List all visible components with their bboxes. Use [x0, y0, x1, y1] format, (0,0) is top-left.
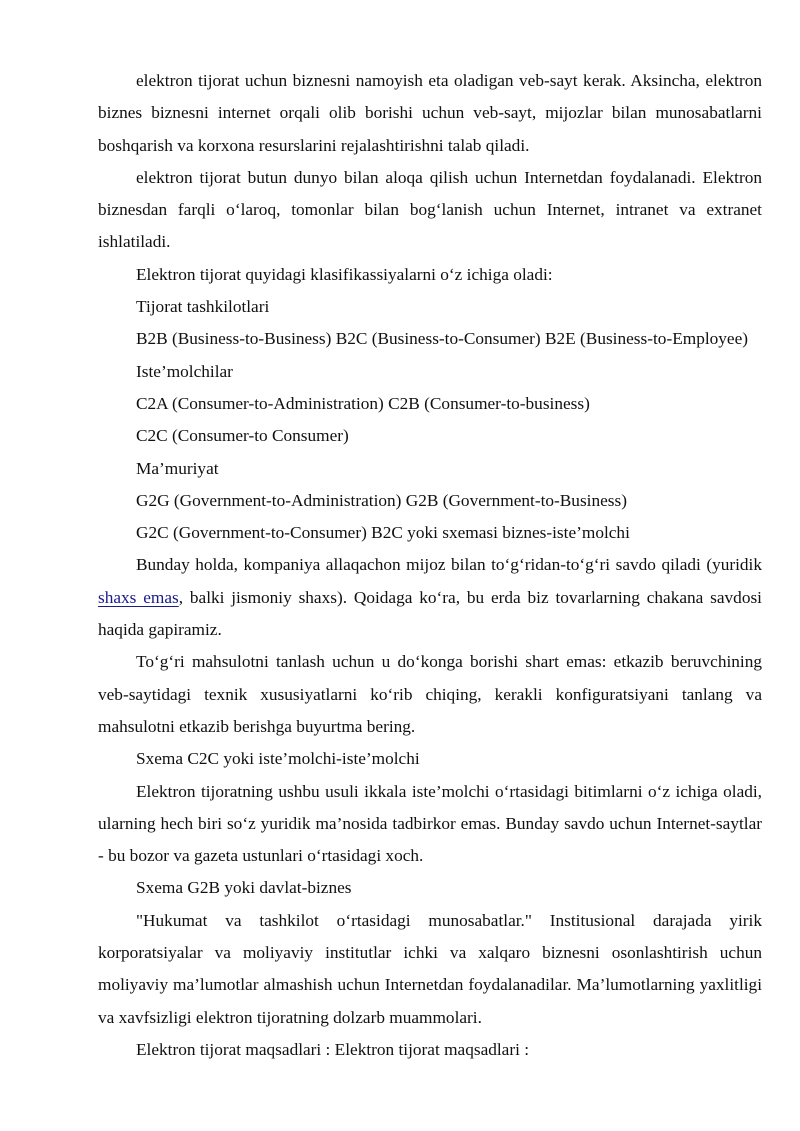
- paragraph-product-selection: To‘g‘ri mahsulotni tanlash uchun u do‘konga borishi shart emas: etkazib beruvchining veb-saytidagi texnik xususiyatlarni ko‘rib chiqing, kerakli konfiguratsiyani tanlang va mahsulotni etkazib berishga buyurtma bering.: [98, 652, 762, 736]
- paragraph-c2c-description: Elektron tijoratning ushbu usuli ikkala iste’molchi o‘rtasidagi bitimlarni o‘z ichiga oladi, ularning hech biri so‘z yuridik ma’nosida tadbirkor emas. Bunday savdo uchun Internet-saytlar - bu bozor va gazeta ustunlari o‘rtasidagi xoch.: [98, 781, 762, 866]
- paragraph-direct-trade: [98, 549, 762, 646]
- heading-commercial-organizations: Tijorat tashkilotlari: [136, 297, 270, 317]
- paragraph-c2a-c2b: C2A (Consumer-to-Administration) C2B (Consumer-to-business): [136, 393, 590, 413]
- heading-administration: Ma’muriyat: [136, 458, 219, 478]
- paragraph-website-requirements: elektron tijorat uchun biznesni namoyish eta oladigan veb-sayt kerak. Aksincha, elektron biznes biznesni internet orqali olib borishi uchun veb-sayt, mijozlar bilan munosabatlarni boshqarish va korxona resurslarini rejalashtirishni talab qiladi.: [98, 71, 762, 155]
- paragraph-c2c: C2C (Consumer-to Consumer): [136, 426, 349, 446]
- paragraph-classifications-intro: Elektron tijorat quyidagi klasifikassiyalarni o‘z ichiga oladi:: [136, 264, 553, 284]
- heading-g2b-scheme: Sxema G2B yoki davlat-biznes: [136, 878, 352, 898]
- paragraph-g2g-g2b: G2G (Government-to-Administration) G2B (Government-to-Business): [136, 490, 627, 510]
- paragraph-g2b-description: "Hukumat va tashkilot o‘rtasidagi munosabatlar." Institusional darajada yirik korporatsiyalar va moliyaviy institutlar ichki va xalqaro biznesni osonlashtirish uchun moliyaviy ma’lumotlar almashish uchun Internetdan foydalanadilar. Ma’lumotlarning yaxlitligi va xavfsizligi elektron tijoratning dolzarb muammolari.: [98, 910, 762, 1027]
- paragraph-direct-trade-text-start: Bunday holda, kompaniya allaqachon mijoz bilan to‘g‘ridan-to‘g‘ri savdo qiladi (yuridik: [136, 555, 762, 575]
- legal-entity-link[interactable]: shaxs emas: [98, 587, 179, 607]
- heading-consumers: Iste’molchilar: [136, 361, 233, 381]
- heading-c2c-scheme: Sxema C2C yoki iste’molchi-iste’molchi: [136, 749, 420, 769]
- document-page: [98, 65, 762, 1066]
- paragraph-g2c-b2c: G2C (Government-to-Consumer) B2C yoki sxemasi biznes-iste’molchi: [136, 523, 630, 543]
- paragraph-internet-usage: elektron tijorat butun dunyo bilan aloqa qilish uchun Internetdan foydalanadi. Elektron biznesdan farqli o‘laroq, tomonlar bilan bog‘lanish uchun Internet, intranet va extranet ishlatiladi.: [98, 167, 762, 252]
- paragraph-ecommerce-goals: Elektron tijorat maqsadlari : Elektron tijorat maqsadlari :: [136, 1039, 530, 1059]
- paragraph-direct-trade-text-end: , balki jismoniy shaxs). Qoidaga ko‘ra, bu erda biz tovarlarning chakana savdosi haqida gapiramiz.: [98, 587, 762, 640]
- paragraph-b2b-b2c-b2e: B2B (Business-to-Business) B2C (Business-to-Consumer) B2E (Business-to-Employee): [136, 329, 749, 349]
